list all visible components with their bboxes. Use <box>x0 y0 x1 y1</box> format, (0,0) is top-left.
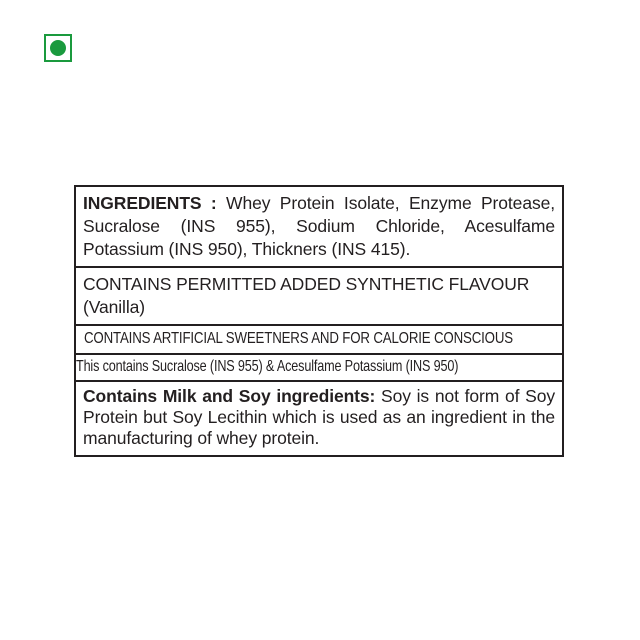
veg-symbol-icon <box>44 34 72 62</box>
milk-soy-text: Soy is not form of Soy Protein but Soy Lecithin which is used as an ingredient in the manufacturing of whey protein. <box>83 386 555 448</box>
ingredients-list: Whey Protein Isolate, Enzyme Protease, Sucralose (INS 955), Sodium Chloride, Acesulfame Potassium (INS 950), Thickners (INS 415). <box>83 193 555 259</box>
sucralose-row <box>76 355 562 382</box>
sweeteners-statement: CONTAINS ARTIFICIAL SWEETNERS AND FOR CALORIE CONSCIOUS <box>84 330 513 347</box>
milk-soy-heading: Contains Milk and Soy ingredients: <box>83 386 376 406</box>
ingredients-label-box <box>74 185 564 457</box>
flavour-row <box>76 268 562 326</box>
sucralose-statement: This contains Sucralose (INS 955) & Acesulfame Potassium (INS 950) <box>76 358 459 375</box>
flavour-statement: CONTAINS PERMITTED ADDED SYNTHETIC FLAVOUR (Vanilla) <box>83 274 530 317</box>
ingredients-row <box>76 187 562 268</box>
ingredients-heading: INGREDIENTS : <box>83 193 217 213</box>
milk-soy-row <box>76 382 562 457</box>
veg-symbol-dot <box>50 40 66 56</box>
milk-soy-paragraph <box>83 386 555 449</box>
sweeteners-row <box>76 326 562 355</box>
ingredients-paragraph <box>83 192 555 261</box>
